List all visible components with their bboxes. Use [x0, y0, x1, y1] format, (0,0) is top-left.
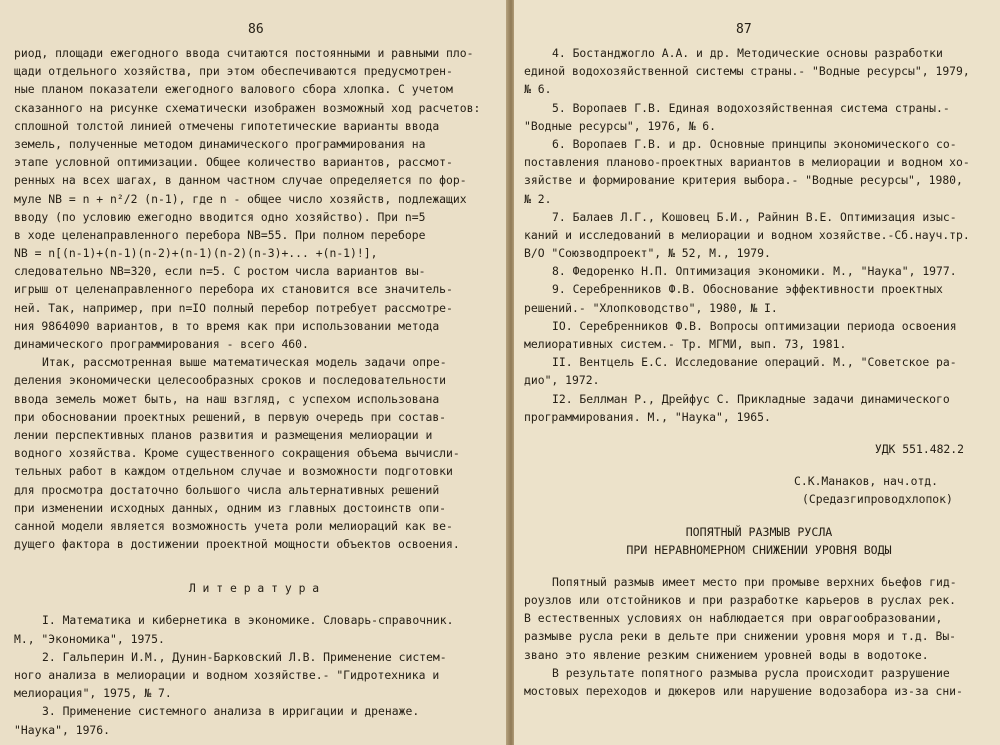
text-line: этапе условной оптимизации. Общее количество вариантов, рассмот- — [14, 155, 453, 170]
article-text-line: звано это явление резким снижением уровней воды в водотоке. — [524, 647, 929, 662]
reference-line: 4. Бостанджогло А.А. и др. Методические основы разработки — [552, 46, 943, 60]
text-line: земель, полученные методом динамического программирования на — [14, 136, 426, 151]
text-line: при изменении исходных данных, одним из главных достоинств опи- — [14, 500, 447, 515]
reference-line: 7. Балаев Л.Г., Кошовец Б.И., Райнин В.Е. Оптимизация изыс- — [552, 209, 957, 224]
text-line: вводу (по условию ежегодно вводится одно хозяйство). При n=5 — [14, 209, 426, 224]
text-line: при обосновании проектных решений, в первую очередь при состав- — [14, 409, 447, 424]
udk-code: УДК 551.482.2 — [874, 441, 964, 456]
text-line: санной модели является возможность учета роли мелиораций как ве- — [14, 518, 453, 533]
text-line: щади отдельного хозяйства, при этом обеспечиваются предусмотрен- — [14, 64, 453, 79]
reference-line: 8. Федоренко Н.П. Оптимизация экономики. М., "Наука", 1977. — [552, 264, 957, 279]
reference-line: каний и исследований в мелиорации и водном хозяйстве.-Сб.науч.тр. — [524, 227, 970, 242]
text-line: Итак, рассмотренная выше математическая модель задачи опре- — [42, 355, 447, 370]
text-line: игрыш от целенаправленного перебора их становится все значитель- — [14, 282, 453, 297]
article-text-line: роузлов или отстойников и при разработке карьеров в руслах рек. — [524, 593, 957, 608]
reference-line: I. Математика и кибернетика в экономике. Словарь-справочник. — [42, 613, 454, 628]
text-line: в ходе целенаправленного перебора NB=55. При полном переборе — [14, 227, 426, 242]
article-subtitle: ПРИ НЕРАВНОМЕРНОМ СНИЖЕНИИ УРОВНЯ ВОДЫ — [626, 542, 892, 557]
text-line: лении перспективных планов развития и размещения мелиорации и — [14, 427, 433, 442]
article-title: ПОПЯТНЫЙ РАЗМЫВ РУСЛА — [685, 524, 833, 539]
text-line: ней. Так, например, при n=IO полный перебор потребует рассмотре- — [14, 300, 453, 315]
formula-line: муле NB = n + n²/2 (n-1), где n - общее число хозяйств, подлежащих — [14, 191, 467, 206]
reference-line: зяйстве и формирование критерия выбора.- "Водные ресурсы", 1980, — [524, 173, 963, 188]
reference-line: единой водохозяйственной системы страны.- "Водные ресурсы", 1979, — [524, 64, 970, 79]
author-name: С.К.Манаков, нач.отд. — [794, 474, 939, 489]
article-text-line: Попятный размыв имеет место при промыве верхних бьефов гид- — [552, 574, 957, 589]
reference-line: М., "Экономика", 1975. — [14, 631, 165, 646]
text-line: ввода земель может быть, на наш взгляд, с успехом использована — [14, 391, 440, 406]
text-line: деления экономически целесообразных сроков и последовательности — [14, 373, 447, 388]
literature-heading: Л и т е р а т у р а — [188, 581, 320, 596]
reference-line: поставления планово-проектных вариантов в мелиорации и водном хо- — [524, 155, 970, 170]
text-line: водного хозяйства. Кроме существенного сокращения объема вычисли- — [14, 446, 460, 461]
reference-line: 2. Гальперин И.М., Дунин-Барковский Л.В. Применение систем- — [42, 649, 447, 664]
reference-line: I2. Беллман Р., Дрейфус С. Прикладные задачи динамического — [552, 391, 950, 406]
reference-line: дио", 1972. — [524, 373, 600, 388]
reference-line: 3. Применение системного анализа в ирригации и дренаже. — [42, 704, 420, 719]
reference-line: программирования. М., "Наука", 1965. — [524, 409, 771, 424]
text-line: ренных на всех шагах, в данном частном случае определяется по фор- — [14, 173, 467, 188]
left-text-block — [14, 44, 494, 739]
reference-line: 5. Воропаев Г.В. Единая водохозяйственная система страны.- — [552, 100, 950, 115]
text-line: риод, площади ежегодного ввода считаются постоянными и равными пло- — [14, 46, 474, 60]
article-text-line: В естественных условиях он наблюдается при оврагообразовании, — [524, 611, 943, 626]
page-number-right: 87 — [736, 22, 752, 37]
reference-line: № 2. — [524, 191, 552, 206]
text-line: для просмотра достаточно большого числа альтернативных решений — [14, 482, 440, 497]
reference-line: 9. Серебренников Ф.В. Обоснование эффективности проектных — [552, 282, 943, 297]
reference-line: "Водные ресурсы", 1976, № 6. — [524, 118, 717, 133]
article-text-line: В результате попятного размыва русла происходит разрушение — [552, 665, 950, 680]
text-line: тельных работ в каждом отдельном случае и возможности подготовки — [14, 464, 453, 479]
article-text-line: размыве русла реки в дельте при снижении уровня моря и т.д. Вы- — [524, 629, 957, 644]
right-text-block — [524, 44, 994, 700]
reference-line: мелиорация", 1975, № 7. — [14, 686, 172, 701]
reference-line: № 6. — [524, 82, 552, 97]
reference-line: "Наука", 1976. — [14, 722, 111, 737]
text-line: следовательно NB=320, если n=5. С ростом числа вариантов вы- — [14, 264, 426, 279]
text-line: динамического программирования - всего 460. — [14, 337, 309, 351]
reference-line: В/О "Союзводпроект", № 52, М., 1979. — [524, 246, 771, 261]
text-line: сплошной толстой линией отмечены гипотетические варианты ввода — [14, 118, 440, 133]
reference-line: IO. Серебренников Ф.В. Вопросы оптимизации периода освоения — [552, 318, 957, 333]
formula-line: NB = n[(n-1)+(n-1)(n-2)+(n-1)(n-2)(n-3)+... +(n-1)!], — [14, 246, 378, 261]
text-line: сказанного на рисунке схематически изображен возможный ход расчетов: — [14, 100, 481, 115]
text-line: ные планом показатели ежегодного валового сбора хлопка. С учетом — [14, 82, 453, 97]
reference-line: II. Вентцель Е.С. Исследование операций. М., "Советское ра- — [552, 355, 957, 370]
text-line: ния 9864090 вариантов, в то время как при использовании метода — [14, 318, 440, 333]
right-page — [514, 0, 1000, 745]
reference-line: мелиоративных систем.- Тр. МГМИ, вып. 73, 1981. — [524, 337, 847, 351]
reference-line: ного анализа в мелиорации и водном хозяйстве.- "Гидротехника и — [14, 668, 440, 682]
article-text-line: мостовых переходов и дюкеров или нарушение водозабора из-за сни- — [524, 684, 963, 698]
text-line: дущего фактора в достижении проектной мощности объектов освоения. — [14, 537, 460, 552]
reference-line: решений.- "Хлопководство", 1980, № I. — [524, 300, 778, 315]
page-number-left: 86 — [248, 22, 264, 37]
author-organization: (Средазгипроводхлопок) — [802, 492, 953, 507]
reference-line: 6. Воропаев Г.В. и др. Основные принципы экономического со- — [552, 136, 957, 151]
